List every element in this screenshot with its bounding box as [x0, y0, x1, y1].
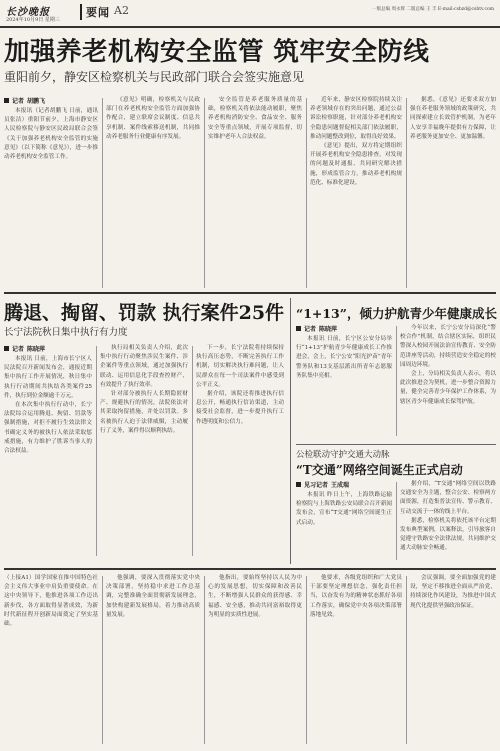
story2-byline: 记者 陈晓萍: [4, 344, 92, 353]
byline-mark-icon: [296, 482, 301, 487]
lead-article: [4, 96, 496, 306]
lead-paragraph: 《意见》提出，双方将定期组织开展养老机构安全隐患排查，对发现的问题及时通报、共同研究解决措施，形成监管合力，推动养老机构规范化、标准化建设。: [310, 143, 402, 186]
section-label: 要闻: [86, 6, 110, 19]
story4-byline: 见习记者 王成瑞: [296, 480, 392, 489]
story4-paragraph: 本报讯 昨日上午，上海铁路运输检察院与上海铁路公安局联合召开新闻发布会，宣布“T交通”网络空间诞生正式启动。: [296, 492, 392, 526]
story3-byline: 记者 陈晓萍: [296, 324, 392, 333]
editors-line: 一版总编 周永辉 二版总编 王 丰 E-mail:csbzd@csbtv.com: [372, 7, 494, 12]
page-code: A2: [114, 4, 129, 17]
lead-paragraph: 《意见》明确，检察机关与民政部门在养老机构安全监管方面加强协作配合，建立联席会议制度、信息共享机制、案件线索移送机制，共同推动养老服务行业健康有序发展。: [106, 97, 200, 140]
masthead-divider: [80, 4, 82, 20]
story2-paragraph: 据介绍，该院还将推进执行信息公开，畅通执行信访渠道，主动接受社会监督，进一步提升执行工作透明度和公信力。: [196, 391, 284, 425]
story3-paragraph: 会上，分局相关负责人表示，将以此次推进会为契机，进一步整合资源力量，健全完善青少年保护工作体系，为辖区青少年健康成长保驾护航。: [400, 371, 496, 405]
byline-mark-icon: [4, 346, 9, 351]
story2-paragraph: 针对部分被执行人长期隐匿财产、规避执行的情况，法院依法对其采取拘留措施，并处以罚款。多名被执行人迫于法律威慑，主动履行了义务，案件得以顺利执结。: [100, 391, 188, 434]
lead-paragraph: 安全监管是养老服务质量的基础，检察机关将依法能动履职，聚焦养老机构消防安全、食品安全、服务安全等重点领域，开展专项监督，切实维护老年人合法权益。: [208, 97, 302, 140]
story4-paragraph: 据介绍，“T交通”网络空间以铁路交通安全为主题，整合公安、检察两方面资源，打造集普法宣传、警示教育、互动交流于一体的线上平台。: [400, 481, 496, 515]
story4-article: [296, 480, 496, 564]
story4-paragraph: 据悉，检察机关将依托该平台定期发布典型案例，以案释法，引导旅客自觉遵守铁路安全法律法规，共同维护交通大动脉安全畅通。: [400, 517, 496, 552]
story3-headline: “1+13”，倾力护航青少年健康成长: [296, 306, 497, 321]
byline-mark-icon: [296, 326, 301, 331]
story5-paragraph: 他指出，要始终坚持以人民为中心的发展思想，切实保障和改善民生，不断增强人民群众的获得感、幸福感、安全感，推动共同富裕取得更为明显的实质性进展。: [208, 575, 302, 618]
lead-paragraph: 据悉，《意见》还要求双方加强在养老服务领域的政策研究，共同探索建立长效管护机制，为老年人安享幸福晚年提供有力保障，让养老服务更加安全、更加温馨。: [410, 97, 496, 140]
story3-paragraph: 本报讯 日前，长宁区公安分局举行“1+13”护航青少年健康成长工作推进会，会上，长宁公安“阳光护苗”青年警务队和13支基层派出所青年志愿服务队集中亮相。: [296, 336, 392, 379]
newspaper-logo: 长沙晚报: [6, 7, 50, 18]
story2-article: [4, 344, 286, 564]
story5-paragraph: 他强调，要深入贯彻落实党中央决策部署，坚持稳中求进工作总基调，完整准确全面贯彻新发展理念，加快构建新发展格局，着力推动高质量发展。: [106, 575, 200, 618]
issue-date: 2024年10月9日 星期三: [6, 17, 60, 23]
lead-subheadline: 重阳前夕，静安区检察机关与民政部门联合会签实施意见: [4, 70, 305, 84]
story2-paragraph: 本报讯 日前，上海市长宁区人民法院召开新闻发布会，通报近期集中执行工作开展情况，秋日集中执行行动期间共执结各类案件25件，执行到位金额逾千万元。: [4, 356, 92, 399]
story4-kicker: 公检联动守护交通大动脉: [296, 450, 390, 460]
story2-paragraph: 执行局相关负责人介绍，此次集中执行行动聚焦涉民生案件、涉企案件等重点领域，通过加强执行联动、运用信息化手段查控财产，有效提升了执行效率。: [100, 345, 188, 388]
byline-mark-icon: [4, 98, 9, 103]
lead-paragraph: 近年来，静安区检察院持续关注养老领域存在的突出问题，通过公益诉讼检察职能，针对部分养老机构安全隐患问题督促相关部门依法履职，推动问题整改到位，取得良好效果。: [310, 97, 402, 140]
story5-paragraph: 会议强调，要全面加强党的建设，坚定不移推进全面从严治党，持续深化作风建设，为推进中国式现代化提供坚强政治保证。: [410, 575, 496, 609]
story5-article: [4, 574, 496, 748]
story5-paragraph: （上接A1）国学国家在推中国特色社会主义伟大事业中肩负重要使命。在这中央领导下，他推进各项工作迈出新步伐，各方面取得显著成效，为新时代新征程开创新局面奠定了坚实基础。: [4, 575, 98, 628]
lead-byline: 记者 胡鹏飞: [4, 96, 98, 105]
story2-paragraph: 下一步，长宁法院将持续保持执行高压态势，不断完善执行工作机制，切实解决执行难问题，让人民群众在每一个司法案件中感受到公平正义。: [196, 345, 284, 388]
lead-headline: 加强养老机构安全监管 筑牢安全防线: [4, 37, 430, 67]
story3-article: [296, 324, 496, 442]
lead-paragraph: 本报讯（记者胡鹏飞 日前，通讯员张洁）重阳节前夕，上海市静安区人民检察院与静安区民政局联合会签《关于加强养老机构安全监管的实施意见》（以下简称《意见》），进一步推动养老机构安全监管工作。: [4, 108, 98, 161]
story2-paragraph: 在本次集中执行行动中，长宁法院综合运用腾退、拘留、罚款等强制措施，对拒不履行生效法律文书确定义务的被执行人依法采取惩戒措施，有力维护了胜诉当事人的合法权益。: [4, 402, 92, 455]
story4-headline: “T交通”网络空间诞生正式启动: [296, 463, 463, 477]
story3-paragraph: 今年以来，长宁公安分局深化“警校合作”机制，结合辖区实际，组织民警深入校园开展法治宣传教育、安全防范讲座等活动，持续营造安全稳定的校园周边环境。: [400, 325, 496, 368]
masthead: [0, 0, 500, 26]
story5-paragraph: 他要求，各级党组织和广大党员干部要坚定理想信念，强化责任担当，以奋发有为的精神状态抓好各项工作落实，确保党中央各项决策部署落地见效。: [310, 575, 402, 618]
story2-headline: 腾退、掏留、罚款 执行案件25件: [4, 302, 285, 324]
story2-subheadline: 长宁法院秋日集中执行有力度: [4, 327, 128, 338]
